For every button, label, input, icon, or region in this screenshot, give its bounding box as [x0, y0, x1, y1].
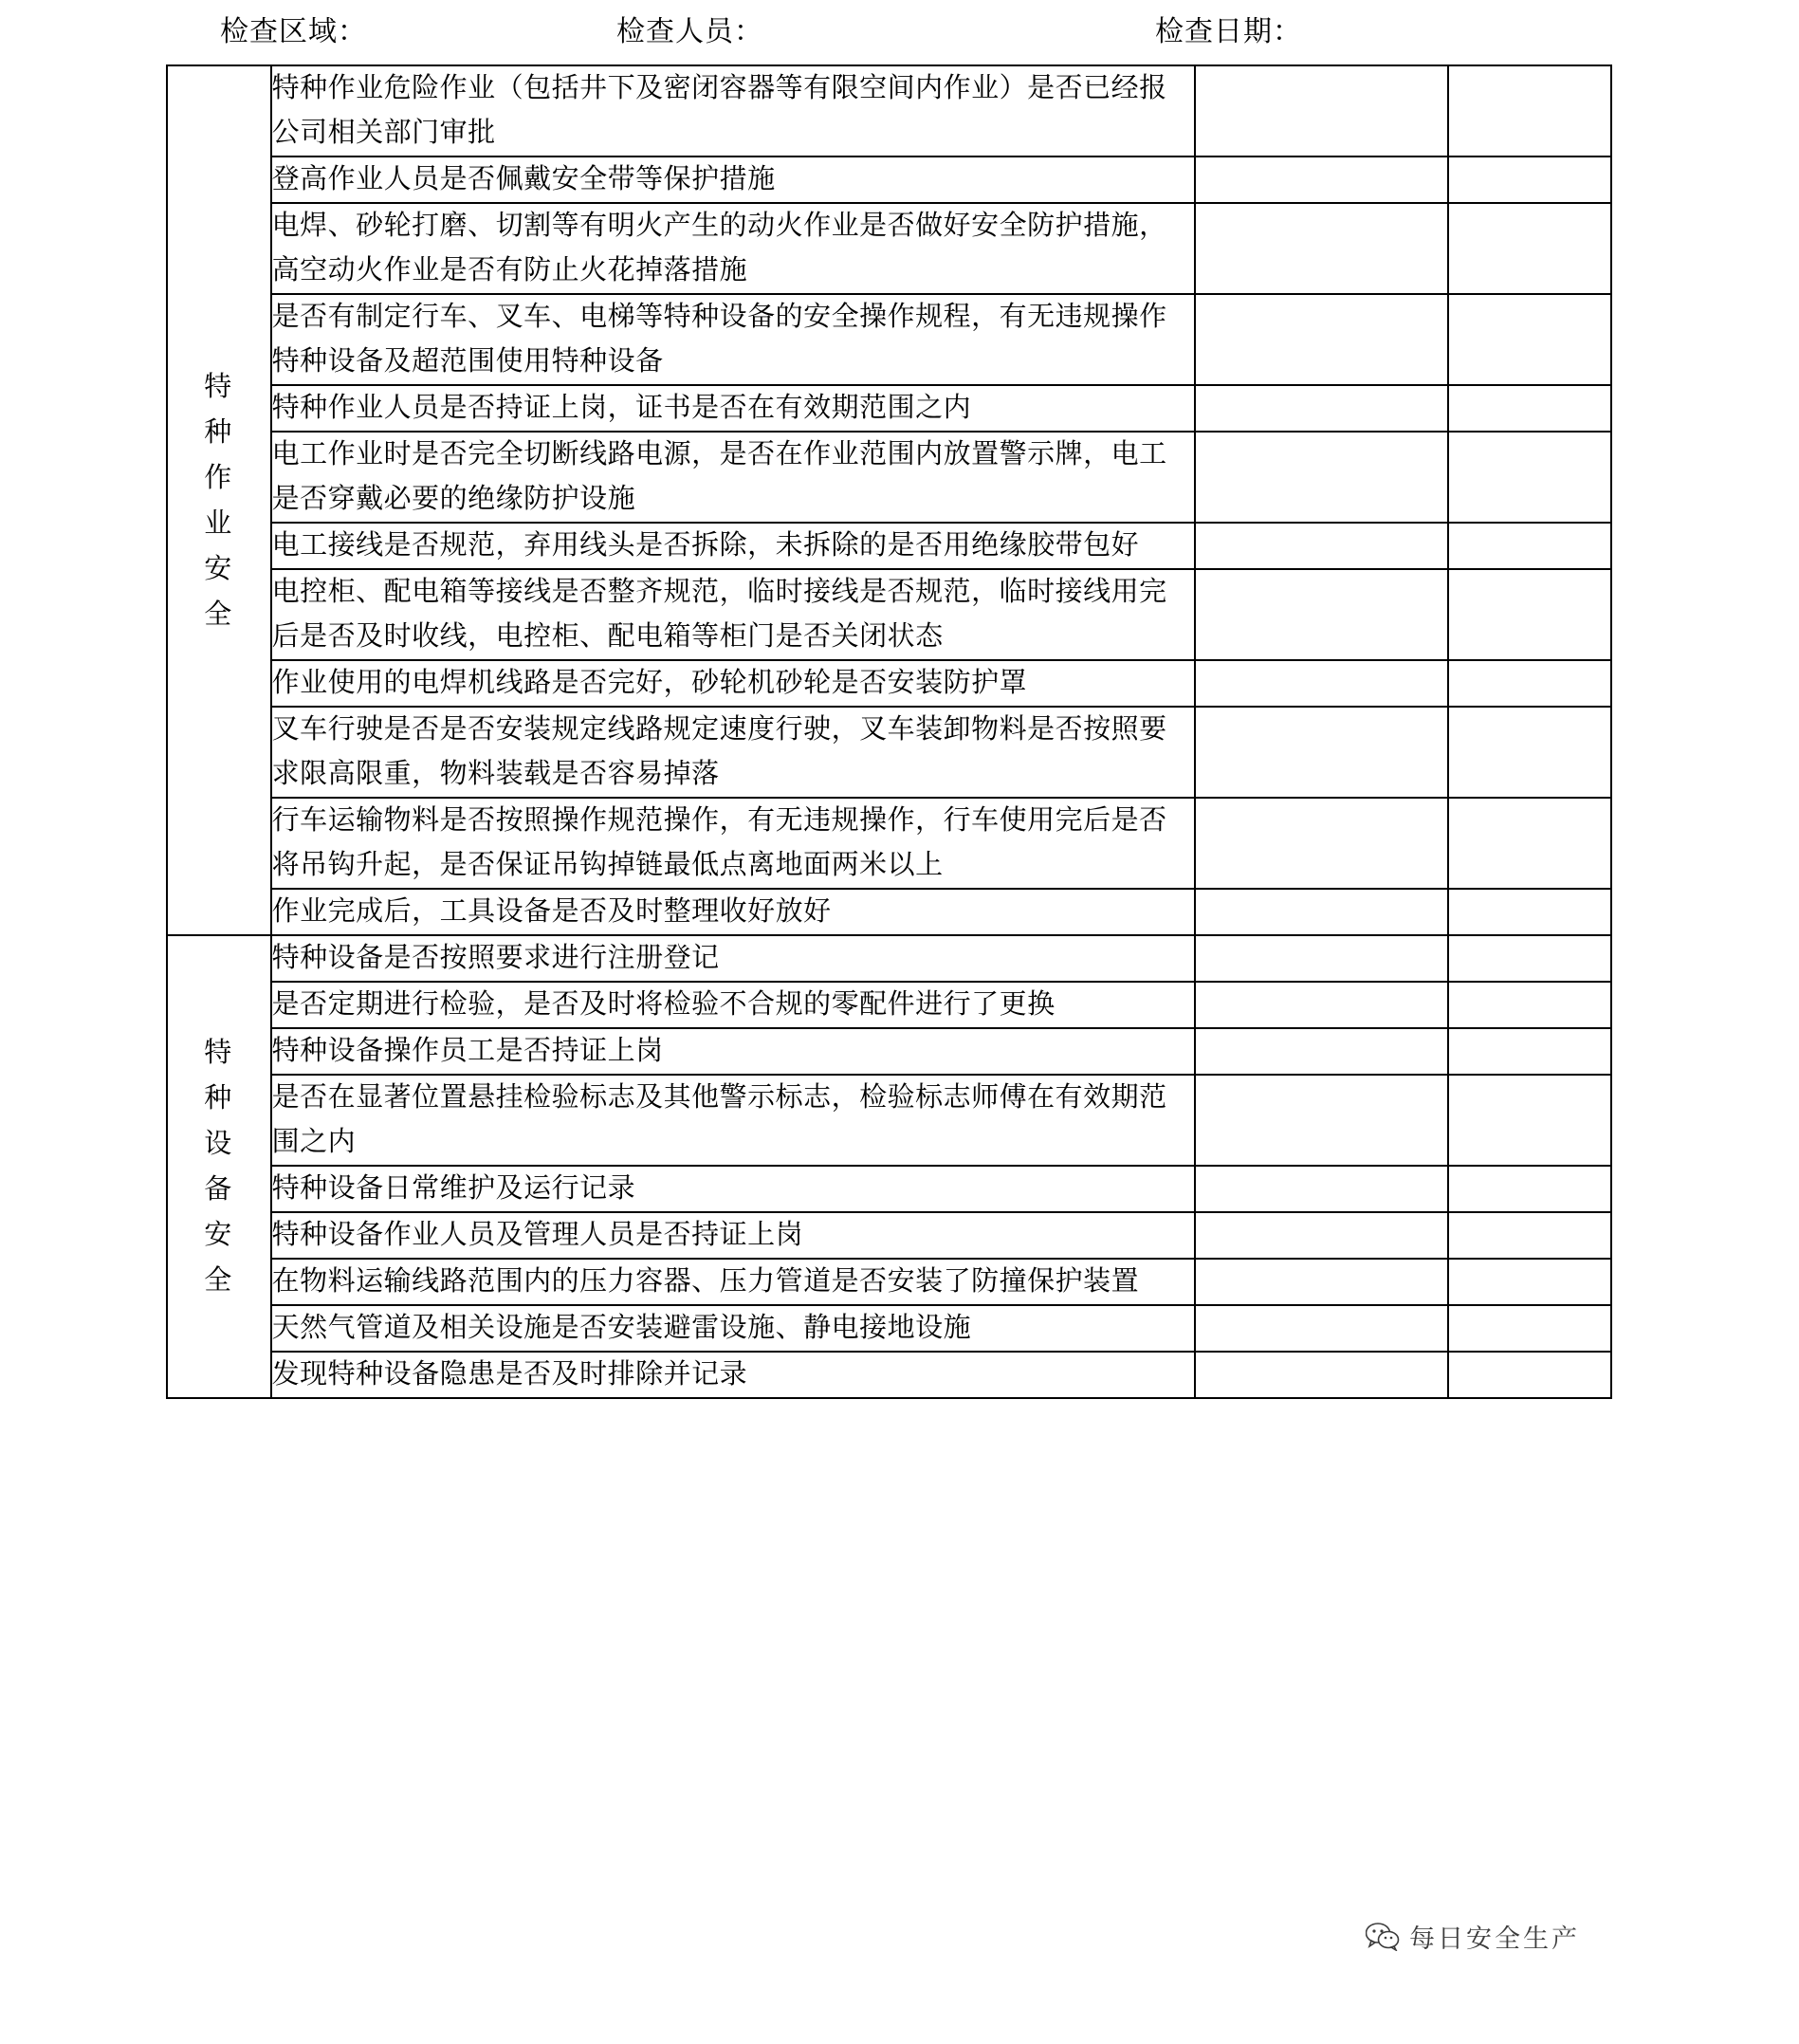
check-cell-result[interactable] [1195, 982, 1448, 1028]
check-cell-result[interactable] [1195, 660, 1448, 707]
table-row [167, 385, 1611, 432]
check-cell-remark[interactable] [1448, 1028, 1611, 1075]
table-row [167, 660, 1611, 707]
check-cell-remark[interactable] [1448, 523, 1611, 569]
checklist-item: 特种作业危险作业（包括井下及密闭容器等有限空间内作业）是否已经报公司相关部门审批 [271, 65, 1195, 157]
check-cell-result[interactable] [1195, 157, 1448, 203]
check-cell-result[interactable] [1195, 523, 1448, 569]
check-cell-remark[interactable] [1448, 982, 1611, 1028]
checklist-item: 特种设备作业人员及管理人员是否持证上岗 [271, 1212, 1195, 1259]
table-row [167, 1166, 1611, 1212]
category-cell-special-equipment [167, 935, 271, 1398]
check-cell-remark[interactable] [1448, 432, 1611, 523]
checklist-item: 叉车行驶是否是否安装规定线路规定速度行驶，叉车装卸物料是否按照要求限高限重，物料装载是否容易掉落 [271, 707, 1195, 798]
table-row [167, 1305, 1611, 1352]
table-row [167, 523, 1611, 569]
check-cell-result[interactable] [1195, 935, 1448, 982]
check-cell-result[interactable] [1195, 385, 1448, 432]
checklist-item: 特种设备操作员工是否持证上岗 [271, 1028, 1195, 1075]
check-cell-remark[interactable] [1448, 203, 1611, 294]
check-cell-result[interactable] [1195, 1166, 1448, 1212]
check-cell-remark[interactable] [1448, 889, 1611, 935]
check-cell-remark[interactable] [1448, 385, 1611, 432]
check-cell-remark[interactable] [1448, 1166, 1611, 1212]
checklist-item: 行车运输物料是否按照操作规范操作，有无违规操作，行车使用完后是否将吊钩升起，是否保证吊钩掉链最低点离地面两米以上 [271, 798, 1195, 889]
checklist-item: 特种作业人员是否持证上岗，证书是否在有效期范围之内 [271, 385, 1195, 432]
table-row [167, 1075, 1611, 1166]
checklist-item: 电焊、砂轮打磨、切割等有明火产生的动火作业是否做好安全防护措施，高空动火作业是否有防止火花掉落措施 [271, 203, 1195, 294]
check-cell-remark[interactable] [1448, 157, 1611, 203]
table-row [167, 65, 1611, 157]
check-cell-result[interactable] [1195, 707, 1448, 798]
check-cell-remark[interactable] [1448, 660, 1611, 707]
table-row [167, 1352, 1611, 1398]
checklist-table-wrapper [166, 64, 1612, 1399]
table-row [167, 1212, 1611, 1259]
table-row [167, 982, 1611, 1028]
check-cell-result[interactable] [1195, 569, 1448, 660]
table-row [167, 798, 1611, 889]
check-cell-result[interactable] [1195, 1028, 1448, 1075]
check-cell-remark[interactable] [1448, 65, 1611, 157]
check-cell-result[interactable] [1195, 889, 1448, 935]
check-cell-result[interactable] [1195, 1305, 1448, 1352]
checklist-item: 是否有制定行车、叉车、电梯等特种设备的安全操作规程，有无违规操作特种设备及超范围使用特种设备 [271, 294, 1195, 385]
check-cell-result[interactable] [1195, 798, 1448, 889]
checklist-item: 电工作业时是否完全切断线路电源，是否在作业范围内放置警示牌，电工是否穿戴必要的绝缘防护设施 [271, 432, 1195, 523]
table-row [167, 157, 1611, 203]
checklist-item: 特种设备是否按照要求进行注册登记 [271, 935, 1195, 982]
table-row [167, 1028, 1611, 1075]
checklist-item: 发现特种设备隐患是否及时排除并记录 [271, 1352, 1195, 1398]
checklist-item: 是否定期进行检验，是否及时将检验不合规的零配件进行了更换 [271, 982, 1195, 1028]
wechat-icon [1366, 1923, 1400, 1951]
checklist-item: 电控柜、配电箱等接线是否整齐规范，临时接线是否规范，临时接线用完后是否及时收线，电控柜、配电箱等柜门是否关闭状态 [271, 569, 1195, 660]
check-cell-result[interactable] [1195, 432, 1448, 523]
check-cell-result[interactable] [1195, 1075, 1448, 1166]
table-row [167, 935, 1611, 982]
table-row [167, 294, 1611, 385]
check-cell-remark[interactable] [1448, 1352, 1611, 1398]
check-cell-result[interactable] [1195, 1212, 1448, 1259]
checklist-item: 作业完成后，工具设备是否及时整理收好放好 [271, 889, 1195, 935]
table-row [167, 432, 1611, 523]
inspector-label: 检查人员： [616, 16, 763, 47]
check-cell-remark[interactable] [1448, 294, 1611, 385]
table-row [167, 1259, 1611, 1305]
table-row [167, 889, 1611, 935]
table-row [167, 569, 1611, 660]
check-cell-remark[interactable] [1448, 935, 1611, 982]
check-cell-remark[interactable] [1448, 798, 1611, 889]
checklist-item: 登高作业人员是否佩戴安全带等保护措施 [271, 157, 1195, 203]
watermark-text: 每日安全生产 [1409, 1924, 1580, 1953]
checklist-item: 天然气管道及相关设施是否安装避雷设施、静电接地设施 [271, 1305, 1195, 1352]
inspection-area-label: 检查区域： [220, 16, 367, 47]
check-cell-result[interactable] [1195, 65, 1448, 157]
check-cell-remark[interactable] [1448, 707, 1611, 798]
table-row [167, 707, 1611, 798]
check-cell-result[interactable] [1195, 1352, 1448, 1398]
checklist-item: 是否在显著位置悬挂检验标志及其他警示标志，检验标志师傅在有效期范围之内 [271, 1075, 1195, 1166]
check-cell-remark[interactable] [1448, 1075, 1611, 1166]
check-cell-remark[interactable] [1448, 569, 1611, 660]
check-cell-remark[interactable] [1448, 1305, 1611, 1352]
check-cell-result[interactable] [1195, 1259, 1448, 1305]
checklist-item: 特种设备日常维护及运行记录 [271, 1166, 1195, 1212]
form-header [0, 8, 1799, 57]
inspection-date-label: 检查日期： [1155, 16, 1302, 47]
checklist-item: 电工接线是否规范，弃用线头是否拆除，未拆除的是否用绝缘胶带包好 [271, 523, 1195, 569]
checklist-item: 作业使用的电焊机线路是否完好，砂轮机砂轮是否安装防护罩 [271, 660, 1195, 707]
category-label: 特种设备安全 [204, 1038, 234, 1296]
checklist-item: 在物料运输线路范围内的压力容器、压力管道是否安装了防撞保护装置 [271, 1259, 1195, 1305]
watermark [1366, 1918, 1580, 1955]
table-row [167, 203, 1611, 294]
check-cell-result[interactable] [1195, 294, 1448, 385]
category-cell-special-operation [167, 65, 271, 935]
check-cell-remark[interactable] [1448, 1259, 1611, 1305]
category-label: 特种作业安全 [204, 371, 234, 630]
check-cell-remark[interactable] [1448, 1212, 1611, 1259]
check-cell-result[interactable] [1195, 203, 1448, 294]
checklist-table [166, 64, 1612, 1399]
